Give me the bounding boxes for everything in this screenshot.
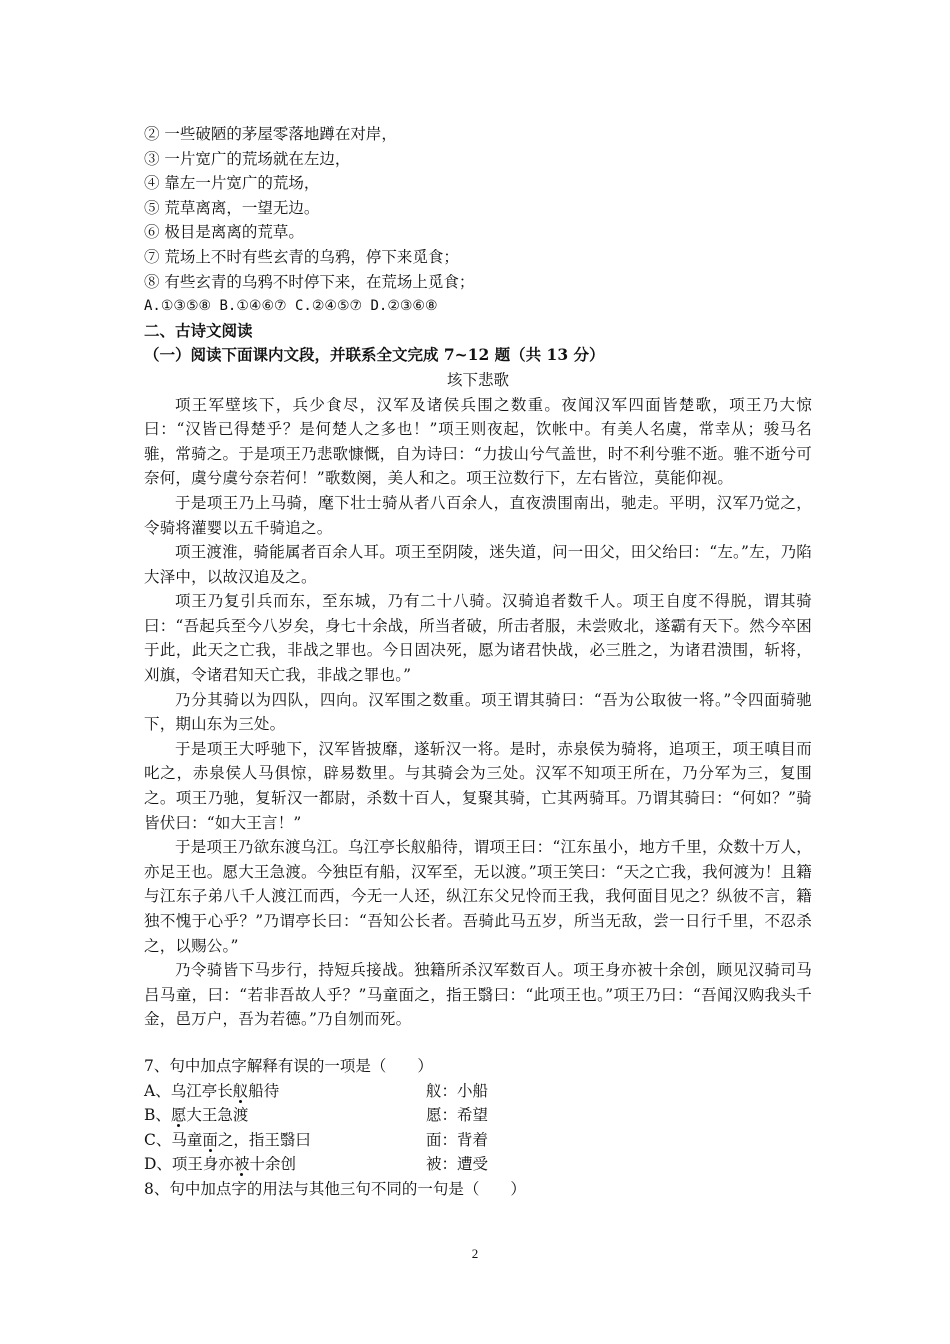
option-text-pre: B、 [144, 1106, 171, 1125]
option-text-pre: D、项王身亦 [144, 1155, 234, 1174]
dotted-char: 舣 [232, 1081, 249, 1100]
section-heading: 二、古诗文阅读 [144, 320, 253, 340]
option-text-post: 之，指王翳曰 [217, 1130, 311, 1149]
passage [144, 393, 812, 1032]
list-item: ⑥ 极目是离离的荒草。 [144, 223, 304, 242]
document-page [144, 122, 812, 1202]
option-text-post: 船待 [248, 1081, 280, 1100]
passage-title: 垓下悲歌 [446, 370, 509, 389]
paragraph: 乃分其骑以为四队，四向。汉军围之数重。项王谓其骑曰：“吾为公取彼一将。”令四面骑驰下，期山东为三处。 [144, 690, 812, 734]
paragraph: 项王乃复引兵而东，至东城，乃有二十八骑。汉骑追者数千人。项王自度不得脱，谓其骑曰：“吾起兵至今八岁矣，身七十余战，所当者破，所击者服，未尝败北，遂霸有天下。然今卒困于此，此天之亡我，非战之罪也。今日固决死，愿为诸君快战，必三胜之，为诸君溃围，斩将，刈旗，令诸君知天亡我，非战之罪也。” [144, 592, 812, 685]
paragraph: 乃令骑皆下马步行，持短兵接战。独籍所杀汉军数百人。项王身亦被十余创，顾见汉骑司马吕马童，曰：“若非吾故人乎？”马童面之，指王翳曰：“此项王也。”项王乃曰：“吾闻汉购我头千金，邑万户，吾为若德。”乃自刎而死。 [144, 961, 812, 1029]
list-item: ③ 一片宽广的荒场就在左边， [144, 149, 351, 168]
page-number: 2 [471, 1246, 479, 1261]
paragraph: 于是项王大呼驰下，汉军皆披靡，遂斩汉一将。是时，赤泉侯为骑将，追项王，项王嗔目而叱之，赤泉侯人马俱惊，辟易数里。与其骑会为三处。汉军不知项王所在，乃分军为三，复围之。项王乃驰，复斩汉一都尉，杀数十百人，复聚其骑，亡其两骑耳。乃谓其骑曰：“何如？”骑皆伏曰：“如大王言！” [144, 739, 812, 832]
option-text-post: 十余创 [249, 1155, 296, 1174]
question-option [144, 1079, 812, 1104]
option-gloss: 舣：小船 [426, 1081, 489, 1100]
option-text-pre: A、乌江亭长 [144, 1081, 233, 1100]
option-text-pre: C、马童 [144, 1130, 203, 1149]
answer-options: A.①③⑤⑧ B.①④⑥⑦ C.②④⑤⑦ D.②③⑥⑧ [144, 298, 438, 315]
list-item: ② 一些破陋的茅屋零落地蹲在对岸， [144, 125, 397, 143]
option-gloss: 面：背着 [426, 1130, 489, 1149]
question-stem: 7、句中加点字解释有误的一项是（ ） [144, 1056, 433, 1075]
paragraph: 于是项王乃上马骑，麾下壮士骑从者八百余人，直夜溃围南出，驰走。平明，汉军乃觉之，令骑将灌婴以五千骑追之。 [144, 493, 812, 537]
dotted-char: 被 [233, 1155, 250, 1174]
dotted-char: 面 [202, 1130, 218, 1149]
paragraph: 项王渡淮，骑能属者百余人耳。项王至阴陵，迷失道，问一田父，田父绐曰：“左。”左，乃陷大泽中，以故汉追及之。 [144, 543, 812, 586]
paragraph: 项王军壁垓下，兵少食尽，汉军及诸侯兵围之数重。夜闻汉军四面皆楚歌，项王乃大惊曰：“汉皆已得楚乎？是何楚人之多也！”项王则夜起，饮帐中。有美人名虞，常幸从；骏马名骓，常骑之。于是项王乃悲歌慷慨，自为诗曰：“力拔山兮气盖世，时不利兮骓不逝。骓不逝兮可奈何，虞兮虞兮奈若何！”歌数阕，美人和之。项王泣数行下，左右皆泣，莫能仰视。 [144, 395, 812, 488]
sub-heading: （一）阅读下面课内文段，并联系全文完成 7~12 题（共 13 分） [144, 345, 605, 365]
list-item: ④ 靠左一片宽广的荒场， [144, 174, 320, 193]
question-8-stem: 8、句中加点字的用法与其他三句不同的一句是（ ） [144, 1179, 526, 1198]
question-7 [144, 1054, 812, 1177]
list-item: ⑦ 荒场上不时有些玄青的乌鸦，停下来觅食； [144, 247, 459, 266]
option-gloss: 被：遭受 [426, 1155, 489, 1174]
option-list [144, 122, 812, 319]
question-option [144, 1128, 812, 1153]
question-option [144, 1152, 812, 1177]
question-option [144, 1103, 812, 1128]
option-gloss: 愿：希望 [426, 1106, 489, 1125]
dotted-char: 愿 [170, 1106, 187, 1125]
paragraph: 于是项王乃欲东渡乌江。乌江亭长舣船待，谓项王曰：“江东虽小，地方千里，众数十万人，亦足王也。愿大王急渡。今独臣有船，汉军至，无以渡。”项王笑曰：“天之亡我，我何渡为！且籍与江东子弟八千人渡江而西，今无一人还，纵江东父兄怜而王我，我何面目见之？纵彼不言，籍独不愧于心乎？”乃谓亭长曰：“吾知公长者。吾骑此马五岁，所当无敌，尝一日行千里，不忍杀之，以赐公。” [144, 838, 812, 955]
option-text-post: 大王急渡 [186, 1106, 249, 1125]
list-item: ⑧ 有些玄青的乌鸦不时停下来，在荒场上觅食； [144, 272, 475, 291]
list-item: ⑤ 荒草离离，一望无边。 [144, 198, 320, 217]
